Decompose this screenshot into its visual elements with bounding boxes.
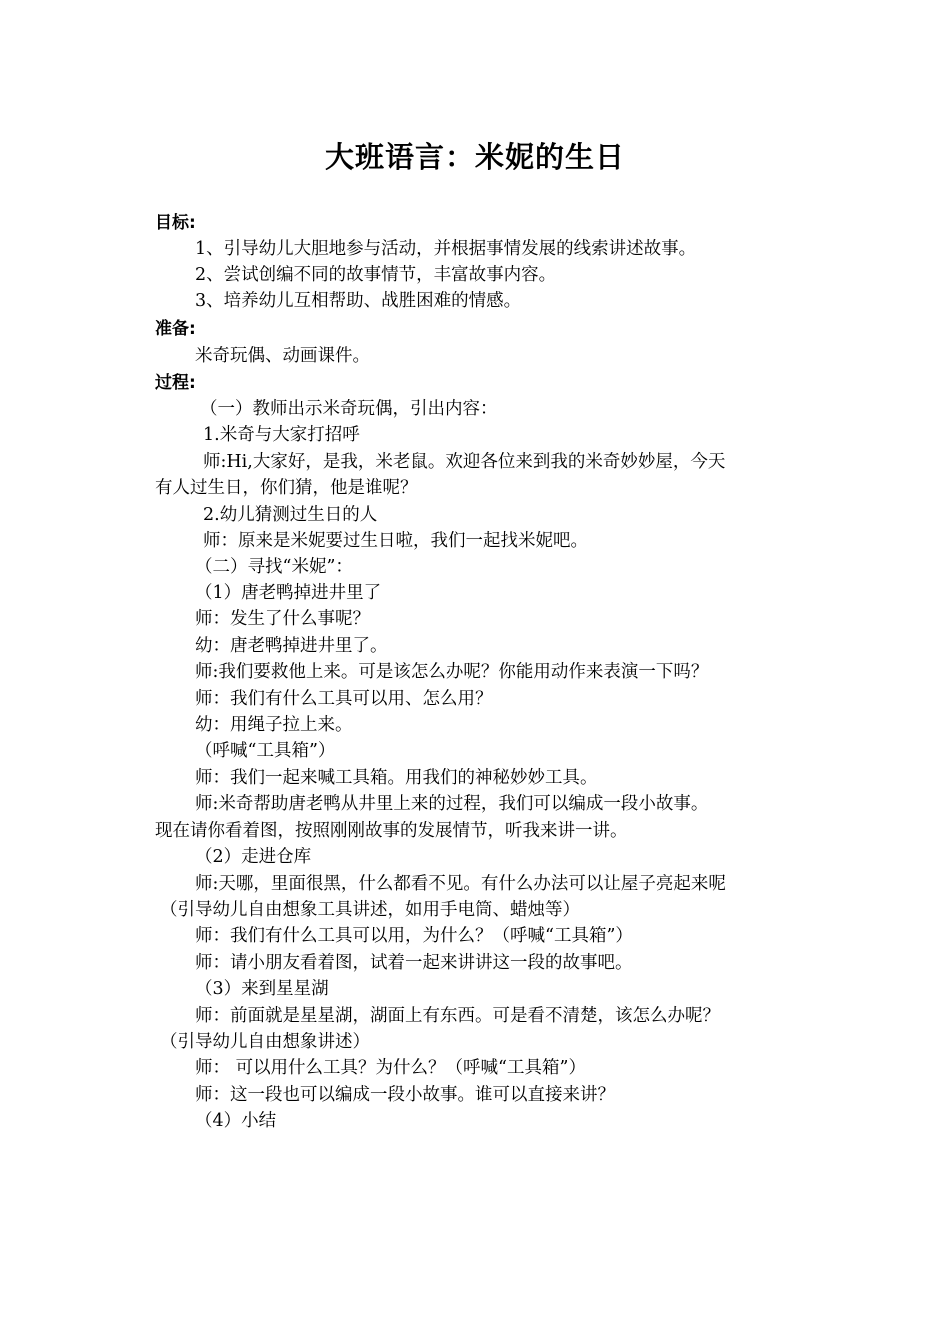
- text-line: （呼喊“工具箱”）: [195, 741, 336, 761]
- text-line: 幼：唐老鸭掉进井里了。: [195, 636, 388, 656]
- text-line: 有人过生日，你们猜，他是谁呢？: [155, 478, 418, 498]
- text-line: 1.米奇与大家打招呼: [203, 425, 360, 445]
- text-line: （一）教师出示米奇玩偶，引出内容：: [200, 399, 498, 419]
- text-line: 2、尝试创编不同的故事情节，丰富故事内容。: [195, 265, 557, 285]
- text-line: 师：请小朋友看着图，试着一起来讲讲这一段的故事吧。: [195, 953, 633, 973]
- text-line: 师：我们有什么工具可以用，为什么？（呼喊“工具箱”）: [195, 926, 633, 946]
- text-line: 师:米奇帮助唐老鸭从井里上来的过程，我们可以编成一段小故事。: [195, 794, 709, 814]
- text-line: 师:天哪，里面很黑，什么都看不见。有什么办法可以让屋子亮起来呢: [195, 874, 726, 894]
- text-line: （1）唐老鸭掉进井里了: [195, 583, 382, 603]
- text-line: 1、引导幼儿大胆地参与活动，并根据事情发展的线索讲述故事。: [195, 239, 697, 259]
- text-line: （2）走进仓库: [195, 847, 312, 867]
- text-line: （引导幼儿自由想象讲述）: [160, 1032, 370, 1052]
- text-line: （3）来到星星湖: [195, 979, 329, 999]
- text-line: 2.幼儿猜测过生日的人: [203, 505, 378, 525]
- text-line: 米奇玩偶、动画课件。: [195, 346, 370, 366]
- section-heading-goals: 目标:: [155, 213, 196, 233]
- text-line: 师：原来是米妮要过生日啦，我们一起找米妮吧。: [203, 531, 588, 551]
- text-line: 师:Hi,大家好，是我，米老鼠。欢迎各位来到我的米奇妙妙屋，今天: [203, 452, 726, 472]
- text-line: 幼：用绳子拉上来。: [195, 715, 353, 735]
- text-line: 师：发生了什么事呢？: [195, 609, 370, 629]
- text-line: （二）寻找“米妮”：: [195, 557, 353, 577]
- section-heading-process: 过程:: [155, 373, 196, 393]
- text-line: 师：我们一起来喊工具箱。用我们的神秘妙妙工具。: [195, 768, 598, 788]
- text-line: 师： 可以用什么工具？为什么？（呼喊“工具箱”）: [195, 1058, 586, 1078]
- text-line: 师：我们有什么工具可以用、怎么用？: [195, 689, 493, 709]
- text-line: （4）小结: [195, 1111, 277, 1131]
- text-line: 3、培养幼儿互相帮助、战胜困难的情感。: [195, 291, 522, 311]
- section-heading-preparation: 准备:: [155, 319, 196, 339]
- text-line: （引导幼儿自由想象工具讲述，如用手电筒、蜡烛等）: [160, 900, 580, 920]
- text-line: 师：这一段也可以编成一段小故事。谁可以直接来讲？: [195, 1085, 615, 1105]
- text-line: 师：前面就是星星湖，湖面上有东西。可是看不清楚，该怎么办呢？: [195, 1006, 720, 1026]
- text-line: 师:我们要救他上来。可是该怎么办呢？你能用动作来表演一下吗？: [195, 662, 709, 682]
- text-line: 现在请你看着图，按照刚刚故事的发展情节，听我来讲一讲。: [155, 821, 628, 841]
- document-title: 大班语言：米妮的生日: [324, 140, 625, 174]
